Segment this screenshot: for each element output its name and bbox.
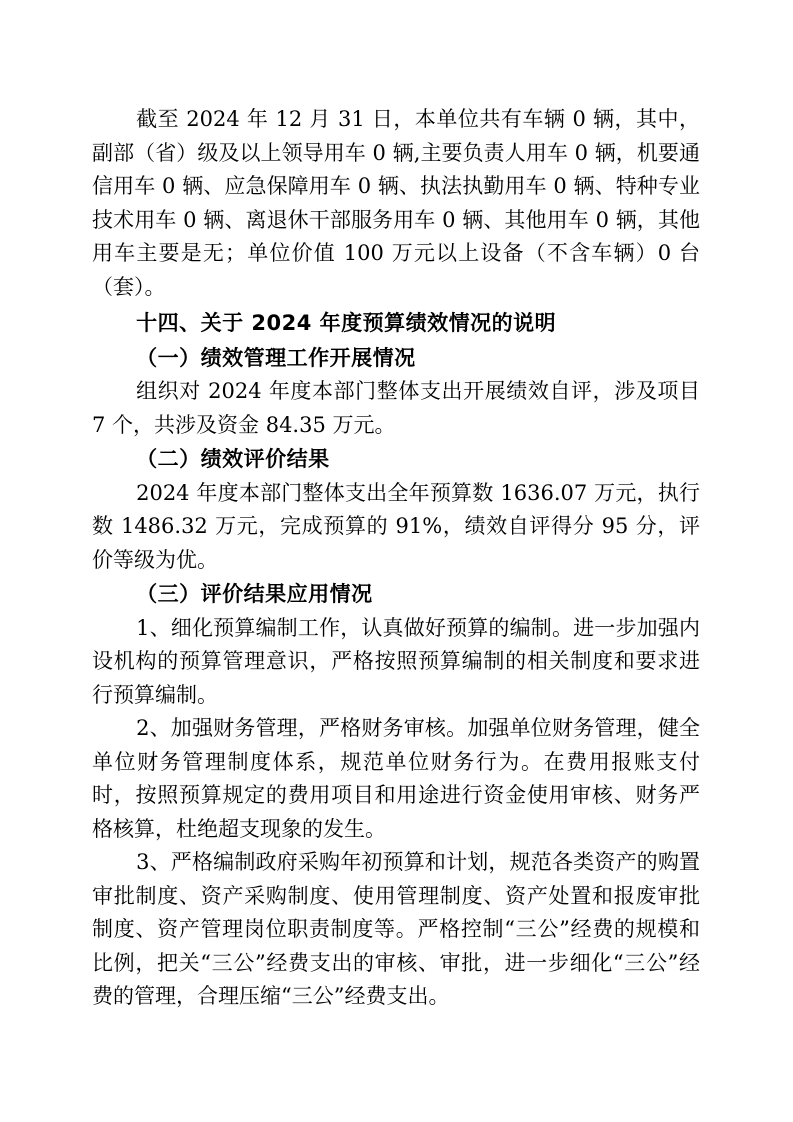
paragraph: 2024 年度本部门整体支出全年预算数 1636.07 万元，执行数 1486.32 万元，完成预算的 91%，绩效自评得分 95 分，评价等级为优。 — [92, 480, 700, 572]
section-heading: 十四、关于 2024 年度预算绩效情况的说明 — [136, 311, 557, 335]
paragraph: 组织对 2024 年度本部门整体支出开展绩效自评，涉及项目 7 个，共涉及资金 84.35 万元。 — [92, 379, 700, 437]
paragraph: 2、加强财务管理，严格财务审核。加强单位财务管理，健全单位财务管理制度体系，规范单位财务行为。在费用报账支付时，按照预算规定的费用项目和用途进行资金使用审核、财务严格核算，杜绝超支现象的发生。 — [92, 716, 700, 841]
paragraph: 1、细化预算编制工作，认真做好预算的编制。进一步加强内设机构的预算管理意识，严格按照预算编制的相关制度和要求进行预算编制。 — [92, 615, 700, 707]
paragraph: 3、严格编制政府采购年初预算和计划，规范各类资产的购置审批制度、资产采购制度、使用管理制度、资产处置和报废审批制度、资产管理岗位职责制度等。严格控制“三公”经费的规模和比例，把关“三公”经费支出的审核、审批，进一步细化“三公”经费的管理，合理压缩“三公”经费支出。 — [92, 850, 700, 1008]
subsection-heading: （三）评价结果应用情况 — [136, 582, 373, 606]
subsection-heading: （二）绩效评价结果 — [136, 447, 330, 471]
document-body — [92, 103, 700, 1014]
subsection-heading: （一）绩效管理工作开展情况 — [136, 345, 416, 370]
paragraph: 截至 2024 年 12 月 31 日，本单位共有车辆 0 辆，其中，副部（省）级及以上领导用车 0 辆,主要负责人用车 0 辆，机要通信用车 0 辆、应急保障用车 0 辆、执法执勤用车 0 辆、特种专业技术用车 0 辆、离退休干部服务用车 0 辆、其他用车 0 辆，其他用车主要是无；单位价值 100 万元以上设备（不含车辆）0 台（套）。 — [92, 107, 700, 299]
